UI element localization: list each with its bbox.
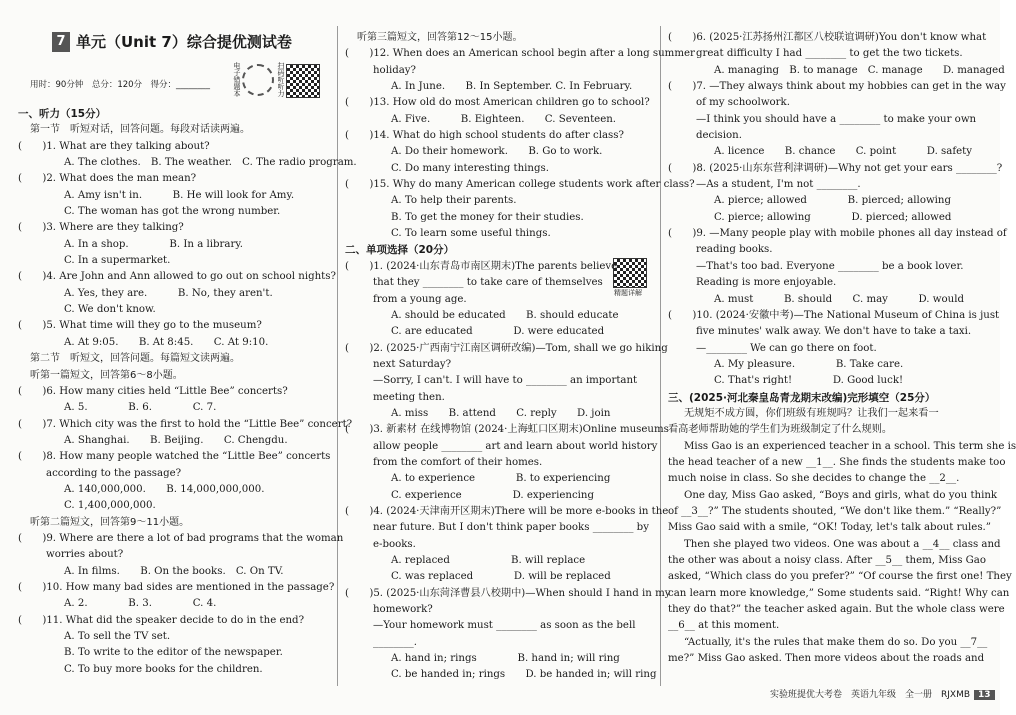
- question-continuation: according to the passage?: [46, 467, 182, 479]
- question-stem: ( )15. Why do many American college students work after class?: [345, 179, 695, 191]
- question-stem: ( )10. How many bad sides are mentioned in the passage?: [18, 581, 335, 593]
- answer-options: A. The clothes. B. The weather. C. The radio program.: [64, 157, 357, 169]
- section-heading: 三、(2025·河北秦皇岛青龙期末改编)完形填空（25分）: [668, 391, 936, 404]
- question-stem: ( )8. (2025·山东东营利津调研)—Why not get your ears ________?: [668, 162, 1003, 174]
- answer-options: C. To buy more books for the children.: [64, 663, 263, 675]
- question-continuation: from the comfort of their homes.: [373, 456, 543, 468]
- answer-options: C. was replaced D. will be replaced: [391, 571, 611, 583]
- answer-options: A. should be educated B. should educate: [391, 309, 619, 321]
- column-divider-1: [337, 26, 338, 686]
- section-heading: 一、听力（15分）: [18, 108, 107, 120]
- question-continuation: reading books.: [696, 244, 773, 256]
- question-continuation: that they ________ to take care of themselves: [373, 277, 603, 289]
- answer-options: A. 140,000,000. B. 14,000,000,000.: [64, 483, 265, 495]
- answer-options: C. be handed in; rings D. be handed in; will ring: [391, 669, 657, 681]
- column-2: [345, 30, 695, 684]
- question-stem: ( )2. (2025·广西南宁江南区调研改编)—Tom, shall we go hiking: [345, 342, 668, 354]
- question-stem: ( )4. (2024·天津南开区期末)There will be more e-books in the: [345, 505, 669, 517]
- question-stem: ( )7. Which city was the first to hold the “Little Bee” concert?: [18, 418, 353, 430]
- question-stem: ( )6. (2025·江苏扬州江都区八校联谊调研)You don't know what: [668, 32, 987, 43]
- question-continuation: —Your homework must ________ as soon as the bell: [373, 620, 636, 632]
- answer-options: C. are educated D. were educated: [391, 326, 605, 338]
- passage-line: can learn more knowledge,” Some students said. “Right! Why can: [668, 587, 1010, 599]
- question-continuation: ________.: [373, 636, 417, 648]
- answer-options: A. miss B. attend C. reply D. join: [391, 407, 611, 419]
- passage-line: 看高老师帮助她的学生们为班级制定了什么规则。: [668, 424, 893, 436]
- answer-options: A. managing B. to manage C. manage D. managed: [714, 64, 1005, 76]
- answer-options: C. experience D. experiencing: [391, 489, 594, 501]
- passage-paragraph: 无规矩不成方圆，你们班级有班规吗？让我们一起来看一: [684, 407, 939, 419]
- column-1: [18, 106, 357, 678]
- answer-options: C. We don't know.: [64, 304, 156, 316]
- question-stem: ( )5. What time will they go to the museum?: [18, 320, 262, 332]
- column-3: [668, 30, 1016, 667]
- answer-options: C. 1,400,000,000.: [64, 500, 156, 512]
- question-continuation: —I think you should have a ________ to make your own: [696, 113, 977, 125]
- question-stem: ( )9. Where are there a lot of bad programs that the woman: [18, 532, 344, 544]
- question-stem: ( )1. What are they talking about?: [18, 140, 210, 152]
- question-stem: ( )9. —Many people play with mobile phones all day instead of: [668, 228, 1007, 240]
- passage-line: me?” Miss Gao asked. Then more videos about the roads and: [668, 653, 985, 665]
- answer-options: A. licence B. chance C. point D. safety: [714, 146, 972, 158]
- question-stem: ( )10. (2024·安徽中考)—The National Museum of China is just: [668, 309, 1000, 321]
- question-continuation: next Saturday?: [373, 358, 452, 370]
- section-instruction: 第一节 听短对话，回答问题。每段对话读两遍。: [30, 124, 250, 136]
- section-heading: 二、单项选择（20分）: [345, 244, 455, 257]
- answer-options: A. pierce; allowed B. pierced; allowing: [714, 195, 952, 207]
- answer-options: A. In films. B. On the books. C. On TV.: [64, 565, 284, 577]
- passage-instruction: 听第二篇短文，回答第9～11小题。: [30, 516, 190, 528]
- answer-options: C. The woman has got the wrong number.: [64, 206, 281, 218]
- question-continuation: five minutes' walk away. We don't have to take a taxi.: [696, 326, 972, 338]
- question-stem: ( )3. Where are they talking?: [18, 222, 184, 234]
- answer-options: A. Yes, they are. B. No, they aren't.: [64, 287, 273, 299]
- answer-options: A. to experience B. to experiencing: [391, 473, 611, 485]
- answer-options: A. My pleasure. B. Take care.: [714, 358, 904, 370]
- answer-options: C. To learn some useful things.: [391, 228, 551, 240]
- passage-paragraph: Miss Gao is an experienced teacher in a school. This term she is: [684, 440, 1016, 452]
- question-continuation: great difficulty I had ________ to get the two tickets.: [696, 48, 963, 60]
- passage-line: asked, “Which class do you prefer?” “Of course the first one! They: [668, 571, 1012, 583]
- page-number: 13: [974, 690, 995, 700]
- passage-instruction: 听第三篇短文，回答第12～15小题。: [357, 32, 523, 43]
- passage-line: the head teacher of a new __1__. She finds the students make too: [668, 456, 1006, 468]
- answer-options: A. To help their parents.: [391, 195, 517, 207]
- qr1-label: 电子错题本: [233, 62, 241, 97]
- page-title: 单元（Unit 7）综合提优测试卷: [76, 33, 292, 51]
- answer-options: A. 5. B. 6. C. 7.: [64, 402, 217, 414]
- wrong-book-logo: [242, 64, 274, 96]
- answer-options: A. Five. B. Eighteen. C. Seventeen.: [391, 113, 617, 125]
- answer-options: C. pierce; allowing D. pierced; allowed: [714, 211, 952, 223]
- passage-line: __6__ at this moment.: [668, 620, 780, 632]
- passage-instruction: 听第一篇短文，回答第6～8小题。: [30, 369, 183, 381]
- passage-paragraph: Then she played two videos. One was about a __4__ class and: [684, 538, 1001, 550]
- question-continuation: —Sorry, I can't. I will have to ________ an important: [373, 375, 638, 387]
- passage-line: much noise in class. So she decides to change the __2__.: [668, 473, 960, 485]
- passage-paragraph: “Actually, it's the rules that make them do so. Do you __7__: [684, 636, 988, 648]
- question-continuation: decision.: [696, 130, 742, 142]
- question-stem: ( )3. 新素材 在线博物馆 (2024·上海虹口区期末)Online museums: [345, 424, 669, 436]
- passage-paragraph: One day, Miss Gao asked, “Boys and girls, what do you think: [684, 489, 998, 501]
- question-continuation: of my schoolwork.: [696, 97, 790, 109]
- answer-options: C. That's right! D. Good luck!: [714, 375, 904, 387]
- footer-text: 实验班提优大考卷 英语九年级 全一册 RJXMB: [770, 690, 971, 700]
- passage-line: the other was about a noisy class. After __5__ them, Miss Gao: [668, 555, 987, 566]
- question-stem: ( )5. (2025·山东菏泽曹县八校期中)—When should I hand in my: [345, 587, 671, 599]
- answer-options: A. At 9:05. B. At 8:45. C. At 9:10.: [64, 336, 269, 348]
- answer-options: C. Do many interesting things.: [391, 162, 549, 174]
- question-continuation: from a young age.: [373, 293, 467, 305]
- unit-title: [52, 32, 322, 56]
- question-stem: ( )11. What did the speaker decide to do in the end?: [18, 614, 305, 626]
- question-continuation: Reading is more enjoyable.: [696, 277, 837, 289]
- question-continuation: —That's too bad. Everyone ________ be a book lover.: [696, 260, 964, 272]
- unit-number-badge: 7: [52, 32, 70, 52]
- passage-line: they do that?” the teacher asked again. But the whole class were: [668, 604, 1005, 616]
- passage-line: of __3__?” The students shouted, “We don't like them.” “Really?”: [668, 505, 1002, 517]
- question-continuation: holiday?: [373, 64, 417, 76]
- question-stem: ( )7. —They always think about my hobbies can get in the way: [668, 81, 1006, 93]
- qr2-label: 扫码听听力: [277, 62, 285, 97]
- page-footer: [770, 687, 995, 700]
- answer-options: A. To sell the TV set.: [64, 631, 171, 642]
- column-divider-2: [660, 26, 661, 686]
- question-stem: ( )6. How many cities held “Little Bee” concerts?: [18, 385, 288, 397]
- answer-options: A. Do their homework. B. Go to work.: [391, 146, 603, 158]
- answer-options: B. To write to the editor of the newspaper.: [64, 647, 283, 659]
- question-continuation: meeting then.: [373, 391, 445, 403]
- answer-options: A. Amy isn't in. B. He will look for Amy.: [64, 189, 295, 201]
- answer-options: A. In a shop. B. In a library.: [64, 238, 243, 250]
- exam-meta: 用时：90分钟 总分：120分 得分：________: [30, 80, 211, 90]
- question-stem: ( )13. How old do most American children go to school?: [345, 97, 650, 109]
- question-stem: ( )1. (2024·山东青岛市南区期末)The parents believe: [345, 260, 618, 272]
- passage-line: Miss Gao said with a smile, “OK! Today, let's talk about rules.”: [668, 522, 991, 534]
- question-stem: ( )12. When does an American school begin after a long summer: [345, 48, 695, 60]
- section-instruction: 第二节 听短文，回答问题。每篇短文读两遍。: [30, 353, 240, 365]
- answer-options: A. 2. B. 3. C. 4.: [64, 598, 217, 610]
- question-continuation: —As a student, I'm not ________.: [696, 179, 861, 191]
- question-stem: ( )8. How many people watched the “Little Bee” concerts: [18, 451, 331, 463]
- listening-qr-code[interactable]: [286, 64, 320, 98]
- question-continuation: e-books.: [373, 538, 416, 550]
- question-stem: ( )14. What do high school students do after class?: [345, 130, 624, 142]
- question-continuation: homework?: [373, 604, 433, 616]
- answer-options: A. In June. B. In September. C. In February.: [391, 81, 633, 93]
- answer-options: A. hand in; rings B. hand in; will ring: [391, 653, 620, 665]
- answer-options: A. Shanghai. B. Beijing. C. Chengdu.: [64, 434, 288, 446]
- question-stem: ( )4. Are John and Ann allowed to go out on school nights?: [18, 271, 336, 283]
- answer-options: A. must B. should C. may D. would: [714, 293, 964, 305]
- answer-options: B. To get the money for their studies.: [391, 211, 584, 223]
- answer-options: A. replaced B. will replace: [391, 555, 586, 566]
- question-continuation: —________ We can go there on foot.: [696, 342, 877, 354]
- question-continuation: near future. But I don't think paper books ________ by: [373, 522, 649, 534]
- qr-caption: 精题详解: [614, 289, 642, 297]
- question-continuation: worries about?: [46, 549, 124, 561]
- answer-options: C. In a supermarket.: [64, 255, 171, 267]
- question-stem: ( )2. What does the man mean?: [18, 173, 197, 185]
- question-continuation: allow people ________ art and learn about world history: [373, 440, 658, 452]
